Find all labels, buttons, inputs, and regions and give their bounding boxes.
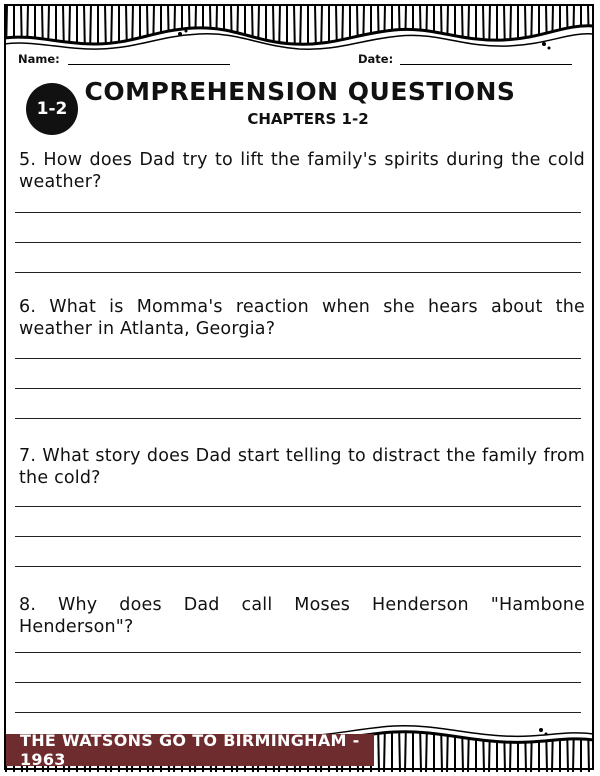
name-field[interactable] bbox=[68, 64, 230, 65]
answer-line[interactable] bbox=[15, 566, 581, 567]
date-field[interactable] bbox=[400, 64, 572, 65]
answer-line[interactable] bbox=[15, 418, 581, 419]
question-6: 6. What is Momma's reaction when she hears about the weather in Atlanta, Georgia? bbox=[19, 297, 585, 339]
answer-line[interactable] bbox=[15, 712, 581, 713]
answer-line[interactable] bbox=[15, 682, 581, 683]
page-title: COMPREHENSION QUESTIONS bbox=[84, 77, 516, 106]
date-label: Date: bbox=[358, 52, 394, 66]
answer-line[interactable] bbox=[15, 212, 581, 213]
question-8: 8. Why does Dad call Moses Henderson "Hambone Henderson"? bbox=[19, 595, 585, 637]
question-5: 5. How does Dad try to lift the family's spirits during the cold weather? bbox=[19, 150, 585, 192]
answer-line[interactable] bbox=[15, 652, 581, 653]
answer-line[interactable] bbox=[15, 358, 581, 359]
answer-line[interactable] bbox=[15, 536, 581, 537]
top-stripe-decoration bbox=[4, 4, 594, 56]
answer-line[interactable] bbox=[15, 506, 581, 507]
name-label: Name: bbox=[18, 52, 60, 66]
answer-line[interactable] bbox=[15, 242, 581, 243]
footer-book-title: THE WATSONS GO TO BIRMINGHAM - 1963 bbox=[6, 734, 374, 766]
page-subtitle: CHAPTERS 1-2 bbox=[247, 110, 369, 128]
answer-line[interactable] bbox=[15, 272, 581, 273]
chapter-badge: 1-2 bbox=[26, 83, 78, 135]
question-7: 7. What story does Dad start telling to distract the family from the cold? bbox=[19, 446, 585, 488]
answer-line[interactable] bbox=[15, 388, 581, 389]
